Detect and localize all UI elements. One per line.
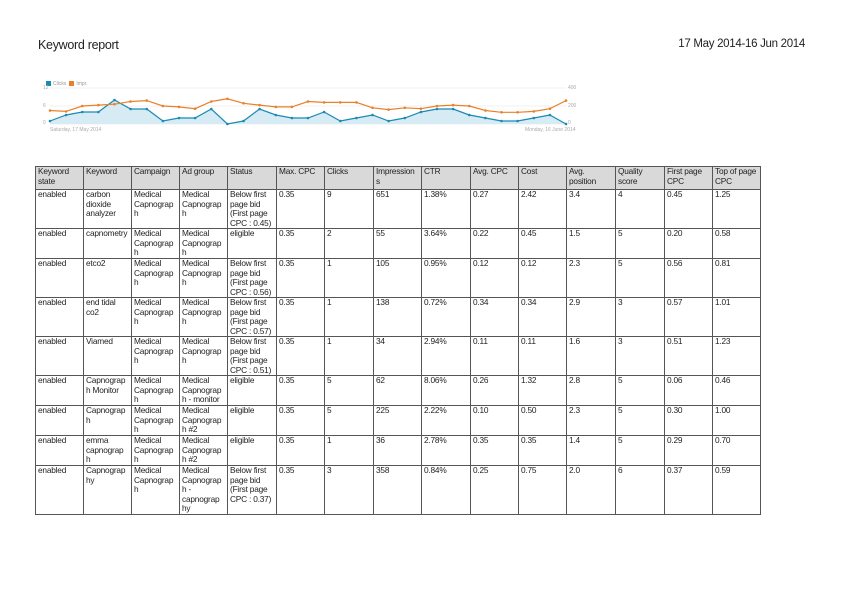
- data-point-clicks: [146, 108, 149, 111]
- table-cell: 0.35: [277, 229, 325, 259]
- table-cell: emma capnograp h: [84, 436, 132, 466]
- column-header: Quality score: [616, 167, 665, 190]
- data-point-impressions: [194, 107, 197, 110]
- table-cell: 0.10: [471, 406, 519, 436]
- data-point-clicks: [565, 123, 568, 126]
- table-cell: 5: [325, 376, 374, 406]
- table-cell: 0.70: [713, 436, 761, 466]
- table-cell: 0.45: [665, 190, 713, 229]
- x-axis-label-start: Saturday, 17 May 2014: [50, 127, 102, 133]
- table-cell: 0.75: [519, 466, 567, 515]
- table-cell: 0.35: [471, 436, 519, 466]
- table-cell: 3: [325, 466, 374, 515]
- data-point-clicks: [113, 99, 116, 102]
- table-cell: Medical Capnograp h: [132, 337, 180, 376]
- table-cell: enabled: [36, 259, 84, 298]
- table-cell: 0.35: [519, 436, 567, 466]
- table-cell: 0.35: [277, 190, 325, 229]
- data-point-clicks: [65, 114, 68, 117]
- table-cell: 0.34: [519, 298, 567, 337]
- table-cell: 8.06%: [422, 376, 471, 406]
- table-cell: Medical Capnograp h: [180, 190, 228, 229]
- column-header: Ad group: [180, 167, 228, 190]
- series-area-clicks: [50, 100, 566, 124]
- table-cell: 2.8: [567, 376, 616, 406]
- table-cell: enabled: [36, 337, 84, 376]
- table-cell: enabled: [36, 406, 84, 436]
- table-cell: 0.25: [471, 466, 519, 515]
- data-point-clicks: [323, 111, 326, 114]
- table-cell: 0.56: [665, 259, 713, 298]
- table-cell: 62: [374, 376, 422, 406]
- table-cell: 2.9: [567, 298, 616, 337]
- column-header: Keyword state: [36, 167, 84, 190]
- table-cell: 0.95%: [422, 259, 471, 298]
- data-point-clicks: [178, 117, 181, 120]
- table-cell: 5: [616, 259, 665, 298]
- table-cell: enabled: [36, 229, 84, 259]
- table-cell: Medical Capnograp h: [132, 436, 180, 466]
- data-point-clicks: [275, 114, 278, 117]
- data-point-clicks: [500, 120, 503, 123]
- table-cell: 0.35: [277, 466, 325, 515]
- table-cell: 0.27: [471, 190, 519, 229]
- data-point-clicks: [387, 120, 390, 123]
- data-point-clicks: [468, 114, 471, 117]
- report-title: Keyword report: [38, 38, 119, 52]
- table-cell: 0.45: [519, 229, 567, 259]
- data-point-clicks: [194, 117, 197, 120]
- table-cell: 0.12: [471, 259, 519, 298]
- data-point-clicks: [49, 120, 52, 123]
- table-cell: 1: [325, 298, 374, 337]
- table-cell: etco2: [84, 259, 132, 298]
- table-cell: 651: [374, 190, 422, 229]
- table-cell: 2.3: [567, 406, 616, 436]
- table-cell: Below first page bid (First page CPC : 0.56): [228, 259, 277, 298]
- table-row: [36, 436, 761, 466]
- table-cell: enabled: [36, 466, 84, 515]
- table-cell: Medical Capnograp h - monitor: [180, 376, 228, 406]
- table-cell: 34: [374, 337, 422, 376]
- left-axis-tick-bottom: 0: [43, 120, 46, 126]
- table-header-row: [36, 167, 761, 190]
- table-cell: 0.37: [665, 466, 713, 515]
- table-cell: 1.00: [713, 406, 761, 436]
- table-cell: 5: [616, 406, 665, 436]
- table-cell: 2.78%: [422, 436, 471, 466]
- table-cell: 3.4: [567, 190, 616, 229]
- data-point-clicks: [484, 117, 487, 120]
- table-cell: 9: [325, 190, 374, 229]
- data-point-impressions: [307, 100, 310, 103]
- table-row: [36, 466, 761, 515]
- table-cell: Below first page bid (First page CPC : 0.57): [228, 298, 277, 337]
- data-point-clicks: [258, 108, 261, 111]
- column-header: Avg. position: [567, 167, 616, 190]
- data-point-clicks: [81, 111, 84, 114]
- data-point-impressions: [387, 108, 390, 111]
- table-cell: 2: [325, 229, 374, 259]
- table-cell: eligible: [228, 436, 277, 466]
- table-cell: enabled: [36, 190, 84, 229]
- table-cell: Medical Capnograp h: [180, 259, 228, 298]
- data-point-clicks: [339, 120, 342, 123]
- table-cell: 1: [325, 337, 374, 376]
- left-axis-tick-top: 12: [43, 85, 49, 91]
- table-cell: 0.35: [277, 406, 325, 436]
- data-point-clicks: [210, 108, 213, 111]
- table-row: [36, 406, 761, 436]
- data-point-impressions: [258, 104, 261, 107]
- data-point-clicks: [452, 108, 455, 111]
- column-header: Cost: [519, 167, 567, 190]
- table-cell: Medical Capnograp h - capnograp hy: [180, 466, 228, 515]
- table-cell: Capnograp hy: [84, 466, 132, 515]
- column-header: Clicks: [325, 167, 374, 190]
- table-cell: 36: [374, 436, 422, 466]
- table-cell: 5: [616, 229, 665, 259]
- performance-chart: [38, 80, 598, 136]
- data-point-impressions: [549, 107, 552, 110]
- table-cell: enabled: [36, 298, 84, 337]
- table-cell: 0.30: [665, 406, 713, 436]
- table-cell: 3: [616, 337, 665, 376]
- table-cell: 0.26: [471, 376, 519, 406]
- data-point-clicks: [97, 111, 100, 114]
- table-cell: Medical Capnograp h: [180, 229, 228, 259]
- data-point-impressions: [484, 109, 487, 112]
- table-cell: 5: [325, 406, 374, 436]
- data-point-impressions: [436, 105, 439, 108]
- data-point-clicks: [420, 111, 423, 114]
- data-point-impressions: [420, 107, 423, 110]
- data-point-clicks: [226, 123, 229, 126]
- column-header: Status: [228, 167, 277, 190]
- table-cell: end tidal co2: [84, 298, 132, 337]
- data-point-clicks: [533, 117, 536, 120]
- table-cell: Medical Capnograp h: [132, 376, 180, 406]
- data-point-clicks: [355, 117, 358, 120]
- table-cell: 0.81: [713, 259, 761, 298]
- column-header: Keyword: [84, 167, 132, 190]
- table-cell: 3: [616, 298, 665, 337]
- table-cell: 6: [616, 466, 665, 515]
- table-cell: 1.23: [713, 337, 761, 376]
- table-cell: enabled: [36, 436, 84, 466]
- table-cell: 0.06: [665, 376, 713, 406]
- data-point-clicks: [516, 120, 519, 123]
- data-point-impressions: [81, 105, 84, 108]
- table-cell: 0.51: [665, 337, 713, 376]
- table-cell: 1.38%: [422, 190, 471, 229]
- table-cell: Medical Capnograp h #2: [180, 436, 228, 466]
- table-row: [36, 190, 761, 229]
- table-cell: 0.35: [277, 436, 325, 466]
- table-cell: 0.35: [277, 376, 325, 406]
- table-cell: 5: [616, 436, 665, 466]
- data-point-impressions: [452, 104, 455, 107]
- data-point-impressions: [533, 110, 536, 113]
- table-cell: 0.84%: [422, 466, 471, 515]
- data-point-clicks: [129, 108, 132, 111]
- right-axis-tick-mid: 200: [568, 103, 577, 109]
- column-header: Campaign: [132, 167, 180, 190]
- table-cell: 3.64%: [422, 229, 471, 259]
- data-point-impressions: [97, 104, 100, 107]
- table-cell: Medical Capnograp h: [132, 229, 180, 259]
- table-cell: 1: [325, 259, 374, 298]
- x-axis-label-end: Monday, 16 June 2014: [525, 127, 576, 133]
- data-point-impressions: [113, 103, 116, 106]
- data-point-impressions: [162, 105, 165, 108]
- table-row: [36, 337, 761, 376]
- data-point-impressions: [339, 101, 342, 104]
- right-axis-tick-top: 400: [568, 85, 577, 91]
- table-cell: 358: [374, 466, 422, 515]
- table-cell: 1.6: [567, 337, 616, 376]
- table-row: [36, 298, 761, 337]
- table-cell: 1.5: [567, 229, 616, 259]
- table-cell: 0.22: [471, 229, 519, 259]
- table-cell: 55: [374, 229, 422, 259]
- data-point-impressions: [500, 111, 503, 114]
- report-date-range: 17 May 2014-16 Jun 2014: [678, 38, 805, 50]
- table-cell: 2.42: [519, 190, 567, 229]
- column-header: Avg. CPC: [471, 167, 519, 190]
- legend-label-impr: Impr.: [76, 81, 88, 87]
- data-point-impressions: [275, 106, 278, 109]
- data-point-clicks: [307, 117, 310, 120]
- table-cell: Medical Capnograp h: [180, 298, 228, 337]
- table-cell: eligible: [228, 229, 277, 259]
- table-cell: 0.59: [713, 466, 761, 515]
- table-cell: 0.11: [471, 337, 519, 376]
- table-cell: 0.50: [519, 406, 567, 436]
- table-cell: eligible: [228, 376, 277, 406]
- table-row: [36, 259, 761, 298]
- table-cell: 0.57: [665, 298, 713, 337]
- data-point-impressions: [226, 98, 229, 101]
- data-point-impressions: [565, 99, 568, 102]
- table-cell: Medical Capnograp h #2: [180, 406, 228, 436]
- table-cell: 2.94%: [422, 337, 471, 376]
- data-point-impressions: [178, 106, 181, 109]
- data-point-clicks: [436, 108, 439, 111]
- table-row: [36, 376, 761, 406]
- table-cell: 1.32: [519, 376, 567, 406]
- table-cell: 0.58: [713, 229, 761, 259]
- table-cell: 225: [374, 406, 422, 436]
- table-cell: 138: [374, 298, 422, 337]
- table-cell: 0.20: [665, 229, 713, 259]
- table-cell: 2.3: [567, 259, 616, 298]
- table-cell: 1.01: [713, 298, 761, 337]
- table-cell: 5: [616, 376, 665, 406]
- table-cell: 1.4: [567, 436, 616, 466]
- table-cell: 0.29: [665, 436, 713, 466]
- table-cell: enabled: [36, 376, 84, 406]
- table-cell: Capnograp h Monitor: [84, 376, 132, 406]
- table-row: [36, 229, 761, 259]
- data-point-impressions: [242, 102, 245, 105]
- table-cell: 105: [374, 259, 422, 298]
- column-header: First page CPC: [665, 167, 713, 190]
- table-cell: Below first page bid (First page CPC : 0.45): [228, 190, 277, 229]
- table-cell: carbon dioxide analyzer: [84, 190, 132, 229]
- table-cell: Medical Capnograp h: [132, 259, 180, 298]
- table-cell: 0.12: [519, 259, 567, 298]
- column-header: Impression s: [374, 167, 422, 190]
- table-cell: 0.46: [713, 376, 761, 406]
- performance-chart-svg: [38, 80, 598, 136]
- table-cell: 0.35: [277, 259, 325, 298]
- data-point-impressions: [371, 107, 374, 110]
- table-cell: 1.25: [713, 190, 761, 229]
- table-cell: Viamed: [84, 337, 132, 376]
- keyword-table: [35, 166, 761, 515]
- data-point-impressions: [291, 106, 294, 109]
- table-cell: 1: [325, 436, 374, 466]
- legend-label-clicks: Clicks: [53, 81, 67, 87]
- data-point-clicks: [162, 120, 165, 123]
- table-cell: 0.35: [277, 298, 325, 337]
- table-cell: 2.0: [567, 466, 616, 515]
- data-point-impressions: [210, 100, 213, 103]
- data-point-impressions: [146, 99, 149, 102]
- column-header: CTR: [422, 167, 471, 190]
- data-point-impressions: [468, 105, 471, 108]
- table-cell: 2.22%: [422, 406, 471, 436]
- table-cell: Medical Capnograp h: [132, 406, 180, 436]
- data-point-impressions: [129, 100, 132, 103]
- column-header: Top of page CPC: [713, 167, 761, 190]
- table-cell: Medical Capnograp h: [132, 298, 180, 337]
- data-point-impressions: [65, 110, 68, 113]
- table-cell: 4: [616, 190, 665, 229]
- data-point-impressions: [516, 111, 519, 114]
- table-cell: Medical Capnograp h: [132, 466, 180, 515]
- data-point-clicks: [291, 117, 294, 120]
- data-point-impressions: [355, 101, 358, 104]
- table-cell: 0.35: [277, 337, 325, 376]
- data-point-clicks: [549, 114, 552, 117]
- data-point-clicks: [242, 120, 245, 123]
- data-point-impressions: [49, 109, 52, 112]
- right-axis-tick-bottom: 0: [568, 120, 571, 126]
- data-point-impressions: [404, 107, 407, 110]
- table-cell: 0.34: [471, 298, 519, 337]
- table-cell: Capnograp h: [84, 406, 132, 436]
- left-axis-tick-mid: 6: [43, 103, 46, 109]
- data-point-impressions: [323, 101, 326, 104]
- table-cell: Medical Capnograp h: [180, 337, 228, 376]
- column-header: Max. CPC: [277, 167, 325, 190]
- table-cell: Below first page bid (First page CPC : 0.51): [228, 337, 277, 376]
- data-point-clicks: [404, 117, 407, 120]
- table-cell: capnometry: [84, 229, 132, 259]
- table-cell: 0.72%: [422, 298, 471, 337]
- table-body: [36, 190, 761, 515]
- data-point-clicks: [371, 114, 374, 117]
- table-cell: Below first page bid (First page CPC : 0.37): [228, 466, 277, 515]
- table-cell: Medical Capnograp h: [132, 190, 180, 229]
- table-cell: eligible: [228, 406, 277, 436]
- table-cell: 0.11: [519, 337, 567, 376]
